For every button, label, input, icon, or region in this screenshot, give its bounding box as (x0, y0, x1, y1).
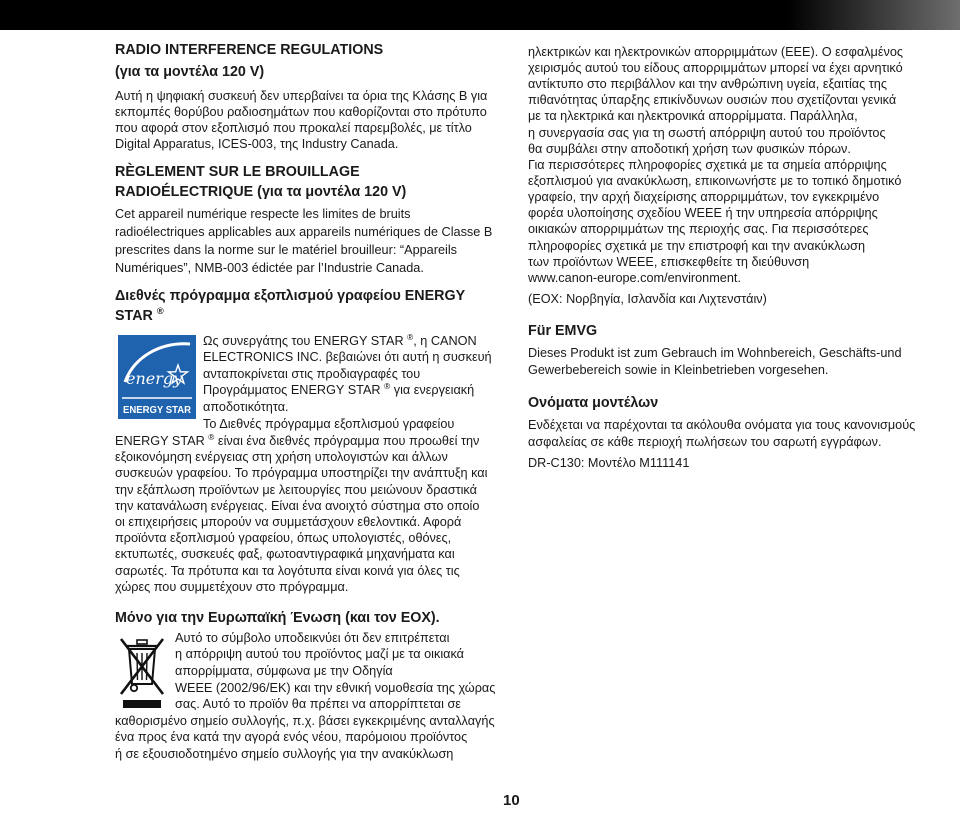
radio-interference-text-line: Αυτή η ψηφιακή συσκευή δεν υπερβαίνει τα όρια της Κλάσης Β για (115, 89, 488, 103)
energy-star-heading (115, 286, 465, 326)
model-name-block (528, 455, 689, 472)
radio-interference-heading (115, 39, 383, 83)
weee-continued-text-line: γραφείο, την αρχή διαχείρισης απορριμμάτων, τον εγκεκριμένο (528, 190, 880, 205)
radio-interference-text-line: που αφορά στον εξοπλισμό που προκαλεί παρεμβολές, με τίτλο (115, 121, 472, 135)
header-band (0, 0, 960, 30)
energy-star-side-line: Ως συνεργάτης του ENERGY STAR ®, η CANON (203, 332, 477, 348)
weee-side-line: Αυτό το σύμβολο υποδεικνύει ότι δεν επιτρέπεται (175, 630, 450, 645)
registered-mark: ® (156, 306, 164, 317)
energy-star-title-line: Διεθνές πρόγραμμα εξοπλισμού γραφείου ENERGY (115, 288, 466, 304)
weee-heading (115, 609, 440, 627)
energy-star-side-line: αποδοτικότητα. (203, 400, 289, 415)
bin-ridge (137, 653, 138, 680)
reglement-title-line: RADIOÉLECTRIQUE (για τα μοντέλα 120 V) (115, 184, 407, 200)
emvg-title: Für EMVG (528, 323, 598, 339)
weee-text-line: ή σε εξουσιοδοτημένο σημείο συλλογής για την ανακύκλωση (115, 746, 454, 761)
reglement-body (115, 205, 492, 277)
energy-star-logo-word: energy (126, 369, 183, 388)
crossed-out-wheelie-bin-icon (117, 632, 167, 712)
energy-star-logo-icon (118, 335, 196, 419)
reglement-heading (115, 162, 406, 202)
energy-star-text-line: χώρες που συμμετέχουν στο πρόγραμμα. (115, 579, 349, 594)
registered-mark: ® (384, 382, 391, 392)
weee-continued-body (528, 44, 903, 286)
bin-wheel (131, 685, 137, 691)
emvg-text-line: Gewerbebereich sowie in Kleinbetrieben vorgesehen. (528, 362, 829, 377)
weee-continued-text-line: χειρισμός αυτού του είδους απορριμμάτων μπορεί να έχει αρνητικό (528, 61, 903, 76)
radio-interference-title: RADIO INTERFERENCE REGULATIONS (115, 42, 384, 58)
radio-interference-text-line: Digital Apparatus, ICES-003, της Industry Canada. (115, 137, 399, 151)
energy-star-side-line: Προγράμματος ENERGY STAR ® για ενεργειακή (203, 382, 475, 398)
radio-interference-text-line: εκπομπές θορύβου ραδιοσημάτων που καθορίζονται στο πρότυπο (115, 105, 487, 119)
weee-continued-text-line: αντίκτυπο στο περιβάλλον και την ανθρώπινη υγεία, εξαιτίας της (528, 77, 887, 92)
weee-continued-text-line: με τα ηλεκτρικά και ηλεκτρονικά απορρίμματα. Παράλληλα, (528, 109, 858, 124)
reglement-text-line: Cet appareil numérique respecte les limites de bruits (115, 207, 411, 221)
energy-star-side-text (203, 333, 492, 433)
model-name: DR-C130: Μοντέλο M111141 (528, 455, 690, 470)
energy-star-text-line: ENERGY STAR ® είναι ένα διεθνές πρόγραμμα που προωθεί την (115, 432, 480, 448)
weee-continued-text-line: των προϊόντων WEEE, επισκεφθείτε τη διεύθυνση (528, 254, 810, 269)
energy-star-body (115, 433, 487, 595)
energy-star-text-line: συσκευών γραφείου. Το πρόγραμμα υποστηρίζει την ανάπτυξη και (115, 466, 488, 481)
weee-continued-text-line: πιθανότητας ύπαρξης επικίνδυνων ουσιών που σχετίζονται γενικά (528, 93, 897, 108)
reglement-text-line: Numériques”, NMB-003 édictée par l’Industrie Canada. (115, 261, 424, 275)
energy-star-text-line: προϊόντα εξοπλισμού γραφείου, όπως υπολογιστές, οθόνες, (115, 531, 452, 546)
model-names-title: Ονόματα μοντέλων (528, 395, 659, 411)
weee-side-line: σας. Αυτό το προϊόν θα πρέπει να απορρίπτεται σε (175, 697, 461, 712)
weee-title: Μόνο για την Ευρωπαϊκή Ένωση (και τον ΕΟΧ). (115, 610, 440, 626)
energy-star-text-line: οι επιχειρήσεις μπορούν να συμμετάσχουν εθελοντικά. Αφορά (115, 514, 462, 529)
canon-environment-link[interactable]: www.canon-europe.com/environment. (528, 270, 741, 285)
page-number: 10 (503, 792, 520, 809)
weee-side-line: η απόρριψη αυτού του προϊόντος μαζί με τα οικιακά (175, 647, 465, 662)
weee-continued-text-line: οικιακών απορριμμάτων της περιοχής σας. Για περισσότερες (528, 222, 869, 237)
weee-continued-text-line: πληροφορίες σχετικά με την επιστροφή και την ανακύκλωση (528, 238, 866, 253)
energy-star-text-line: εξοικονόμηση ενέργειας στη χρήση υπολογιστών και άλλων (115, 450, 448, 465)
weee-continued-text-line: θα συμβάλει στην αποδοτική χρήση των φυσικών πόρων. (528, 141, 851, 156)
energy-star-logo-label: ENERGY STAR (123, 405, 192, 416)
weee-text-line: καθορισμένο σημείο συλλογής, π.χ. βάσει εγκεκριμένης ανταλλαγής (115, 713, 495, 728)
energy-star-side-line: ELECTRONICS INC. βεβαιώνει ότι αυτή η συσκευή (203, 350, 492, 365)
emvg-text-line: Dieses Produkt ist zum Gebrauch im Wohnbereich, Geschäfts-und (528, 345, 902, 360)
weee-continued-text-line: η συνεργασία σας για τη σωστή απόρριψη αυτού του προϊόντος (528, 125, 886, 140)
weee-continued-text-line: εξοπλισμού για ανακύκλωση, επικοινωνήστε με το τοπικό δημοτικό (528, 174, 902, 189)
energy-star-text-line: την εξάπλωση προϊόντων με λειτουργίες που μειώνουν δραστικά (115, 482, 477, 497)
energy-star-side-line: Το Διεθνές πρόγραμμα εξοπλισμού γραφείου (203, 416, 455, 431)
registered-mark: ® (208, 432, 215, 442)
energy-star-side-line: ανταποκρίνεται στις προδιαγραφές του (203, 366, 421, 381)
bin-handle (137, 640, 147, 644)
radio-interference-subtitle: (για τα μοντέλα 120 V) (115, 64, 265, 80)
energy-star-text-line: σαρωτές. Τα πρότυπα και τα λογότυπα είναι κοινά για όλες τις (115, 563, 460, 578)
model-names-text-line: ασφαλείας σε κάθε περιοχή πωλήσεων του σαρωτή εγγράφων. (528, 434, 882, 449)
energy-star-text-line: εκτυπωτές, συσκευές φαξ, φωτοαντιγραφικά μηχανήματα και (115, 547, 455, 562)
emvg-body (528, 345, 902, 379)
eea-note: (ΕΟΧ: Νορβηγία, Ισλανδία και Λιχτενστάιν) (528, 291, 767, 306)
weee-side-line: WEEE (2002/96/ΕΚ) και την εθνική νομοθεσία της χώρας (175, 680, 496, 695)
weee-text-line: ένα προς ένα κατά την αγορά ενός νέου, παρόμοιου προϊόντος (115, 730, 468, 745)
reglement-text-line: radioélectriques applicables aux appareils numériques de Classe B (115, 225, 493, 239)
radio-interference-body (115, 88, 487, 152)
weee-side-line: απορρίμματα, σύμφωνα με την Οδηγία (175, 664, 393, 678)
bin-ridge (147, 653, 148, 680)
model-names-heading (528, 394, 658, 412)
model-names-body (528, 417, 915, 451)
weee-continued-text-line: Για περισσότερες πληροφορίες σχετικά με τα σημεία απόρριψης (528, 157, 887, 172)
eea-note-block (528, 291, 767, 307)
emvg-heading (528, 322, 597, 340)
weee-continued-text-line: ηλεκτρικών και ηλεκτρονικών απορριμμάτων (ΕΕΕ). Ο εσφαλμένος (528, 44, 904, 59)
energy-star-text-line: την κατανάλωση ενέργειας. Είναι ένα ανοιχτό σύστημα στο οποίο (115, 498, 480, 513)
reglement-text-line: prescrites dans la norme sur le matériel brouilleur: “Appareils (115, 243, 457, 257)
bin-bar (123, 700, 161, 708)
model-names-text-line: Ενδέχεται να παρέχονται τα ακόλουθα ονόματα για τους κανονισμούς (528, 417, 916, 432)
energy-star-title-line: STAR ® (115, 306, 164, 324)
weee-continued-text-line: φορέα υλοποίησης σχεδίου WEEE ή την υπηρεσία απόρριψης (528, 206, 878, 221)
registered-mark: ® (407, 332, 414, 342)
reglement-title-line: RÈGLEMENT SUR LE BROUILLAGE (115, 164, 360, 180)
weee-side-text (175, 630, 495, 714)
weee-body (115, 713, 495, 763)
